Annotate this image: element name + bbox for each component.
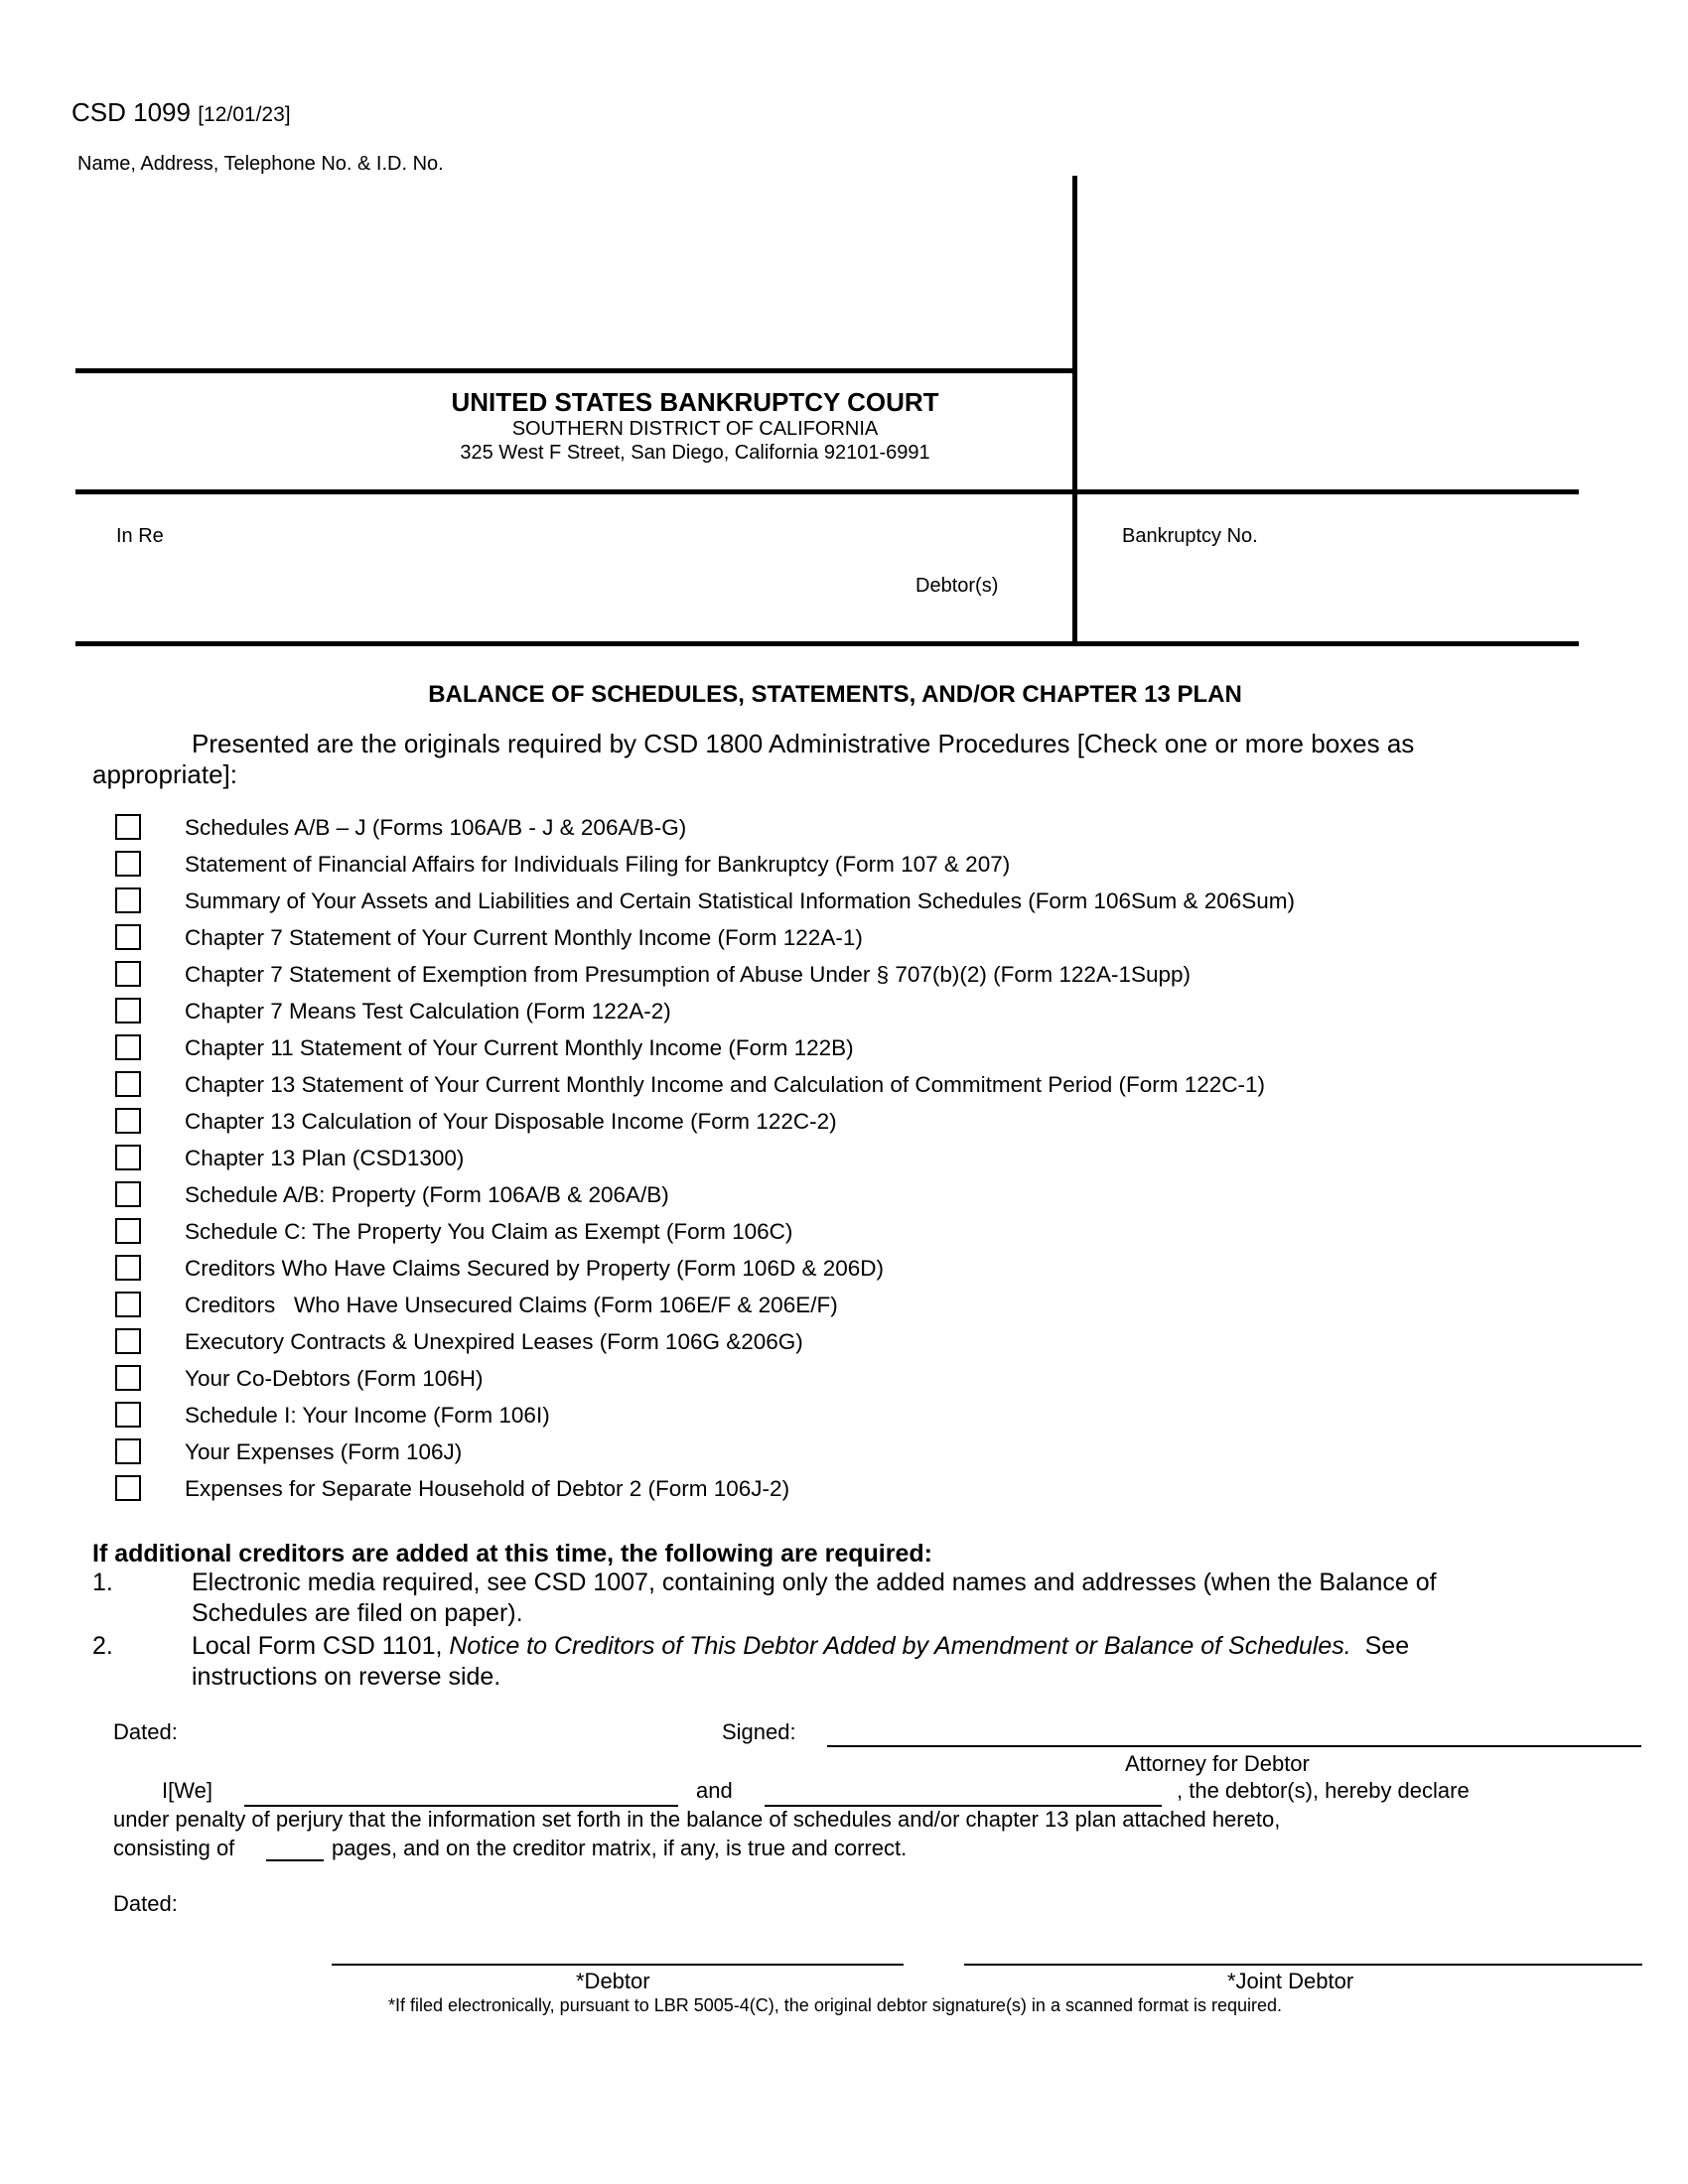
signature-footnote: *If filed electronically, pursuant to LBR 5005-4(C), the original debtor signature(s) in a scanned format is required. — [387, 1995, 1283, 2015]
requirement-text — [192, 1631, 1661, 1693]
intro-text: Presented are the originals required by CSD 1800 Administrative Procedures [Check one or more boxes as appropriate]: — [92, 729, 1415, 789]
declaration-tail: , the debtor(s), hereby declare — [1177, 1778, 1470, 1803]
checklist-label: Schedule C: The Property You Claim as Exempt (Form 106C) — [185, 1219, 793, 1244]
requirement-text — [192, 1568, 1661, 1629]
declaration-body: under penalty of perjury that the information set forth in the balance of schedules and/or chapter 13 plan attached hereto, — [113, 1807, 1281, 1832]
requirement-number: 2. — [92, 1632, 113, 1660]
checklist-label: Schedule A/B: Property (Form 106A/B & 206A/B) — [185, 1182, 669, 1207]
attorney-caption: Attorney for Debtor — [1125, 1751, 1310, 1776]
court-block — [199, 387, 1192, 465]
checkbox[interactable] — [115, 961, 141, 987]
debtors-label: Debtor(s) — [915, 575, 999, 597]
checkbox[interactable] — [115, 998, 141, 1024]
document-title: BALANCE OF SCHEDULES, STATEMENTS, AND/OR CHAPTER 13 PLAN — [428, 681, 1242, 708]
requirements-heading: If additional creditors are added at this time, the following are required: — [92, 1540, 932, 1568]
requirement-line: instructions on reverse side. — [192, 1663, 501, 1691]
joint-debtor-signature-line[interactable] — [964, 1964, 1642, 1966]
requirement-line: Schedules are filed on paper). — [192, 1599, 523, 1627]
checklist-label: Chapter 7 Means Test Calculation (Form 122A-2) — [185, 999, 671, 1024]
requirement-item — [92, 1568, 1602, 1629]
court-address: 325 West F Street, San Diego, California 92101-6991 — [460, 442, 930, 464]
court-district: SOUTHERN DISTRICT OF CALIFORNIA — [511, 418, 879, 440]
checkbox[interactable] — [115, 1292, 141, 1317]
checklist-label: Schedule I: Your Income (Form 106I) — [185, 1403, 550, 1428]
checkbox[interactable] — [115, 851, 141, 877]
form-number — [71, 97, 291, 128]
in-re-label: In Re — [116, 525, 164, 547]
debtor-caption: *Debtor — [576, 1969, 650, 1993]
checkbox[interactable] — [115, 1365, 141, 1391]
checkbox[interactable] — [115, 1438, 141, 1464]
checkbox[interactable] — [115, 1071, 141, 1097]
requirement-number: 1. — [92, 1569, 113, 1596]
caption-bottom-rule — [75, 641, 1579, 646]
checklist-label: Your Co-Debtors (Form 106H) — [185, 1366, 484, 1391]
checklist-label: Expenses for Separate Household of Debtor 2 (Form 106J-2) — [185, 1476, 790, 1501]
attorney-signature-line[interactable] — [827, 1745, 1641, 1747]
form-revision: [12/01/23] — [198, 103, 291, 126]
joint-debtor-caption: *Joint Debtor — [1227, 1969, 1354, 1993]
debtor-signature-line[interactable] — [332, 1964, 904, 1966]
checkbox[interactable] — [115, 1145, 141, 1170]
declaration-iwe: I[We] — [162, 1778, 212, 1803]
requirement-line: Electronic media required, see CSD 1007, containing only the added names and addresses (when the Balance of — [192, 1569, 1437, 1596]
caption-middle-rule — [75, 489, 1579, 494]
signed-label: Signed: — [722, 1719, 796, 1744]
checklist-label: Creditors Who Have Claims Secured by Property (Form 106D & 206D) — [185, 1256, 884, 1281]
checkbox[interactable] — [115, 1402, 141, 1428]
checkbox[interactable] — [115, 1218, 141, 1244]
checklist-label: Your Expenses (Form 106J) — [185, 1439, 463, 1464]
checkbox[interactable] — [115, 887, 141, 913]
checklist-label: Statement of Financial Affairs for Individuals Filing for Bankruptcy (Form 107 & 207) — [185, 852, 1011, 877]
requirement-item — [92, 1631, 1602, 1693]
checklist-label: Creditors Who Have Unsecured Claims (Form 106E/F & 206E/F) — [185, 1293, 838, 1317]
checkbox[interactable] — [115, 1034, 141, 1060]
checkbox[interactable] — [115, 1108, 141, 1134]
checkbox[interactable] — [115, 924, 141, 950]
checkbox[interactable] — [115, 1475, 141, 1501]
debtor-dated-label: Dated: — [113, 1891, 178, 1916]
checkbox[interactable] — [115, 814, 141, 840]
requirement-italic: Notice to Creditors of This Debtor Added by Amendment or Balance of Schedules. — [449, 1632, 1351, 1660]
requirement-after: See — [1350, 1632, 1410, 1660]
checklist-label: Chapter 13 Calculation of Your Disposable Income (Form 122C-2) — [185, 1109, 837, 1134]
checklist-label: Schedules A/B – J (Forms 106A/B - J & 206A/B-G) — [185, 815, 687, 840]
checklist-label: Summary of Your Assets and Liabilities and Certain Statistical Information Schedules (Form 106Sum & 206Sum) — [185, 888, 1296, 913]
court-name: UNITED STATES BANKRUPTCY COURT — [451, 387, 939, 417]
checkbox[interactable] — [115, 1181, 141, 1207]
requirement-line — [192, 1631, 1661, 1662]
checklist-label: Chapter 11 Statement of Your Current Monthly Income (Form 122B) — [185, 1035, 854, 1060]
filer-info-label: Name, Address, Telephone No. & I.D. No. — [77, 153, 444, 175]
declaration-and: and — [696, 1778, 733, 1803]
checkbox[interactable] — [115, 1255, 141, 1281]
bankruptcy-number-label: Bankruptcy No. — [1122, 525, 1258, 547]
checklist-label: Chapter 13 Statement of Your Current Monthly Income and Calculation of Commitment Period (Form 122C-1) — [185, 1072, 1266, 1097]
attorney-dated-label: Dated: — [113, 1719, 178, 1744]
page-count-blank[interactable] — [266, 1859, 324, 1861]
declaration-consisting: consisting of — [113, 1836, 235, 1860]
checklist-label: Chapter 7 Statement of Your Current Monthly Income (Form 122A-1) — [185, 925, 863, 950]
form-number-text: CSD 1099 — [71, 97, 191, 127]
checklist-label: Executory Contracts & Unexpired Leases (Form 106G &206G) — [185, 1329, 803, 1354]
intro-paragraph — [92, 729, 1502, 790]
checklist-label: Chapter 13 Plan (CSD1300) — [185, 1146, 465, 1170]
checkbox[interactable] — [115, 1328, 141, 1354]
caption-top-rule — [75, 368, 1076, 373]
requirement-plain: Local Form CSD 1101, — [192, 1632, 450, 1660]
checklist-label: Chapter 7 Statement of Exemption from Presumption of Abuse Under § 707(b)(2) (Form 122A-1Supp) — [185, 962, 1191, 987]
declaration-pages-text: pages, and on the creditor matrix, if any, is true and correct. — [332, 1836, 908, 1860]
